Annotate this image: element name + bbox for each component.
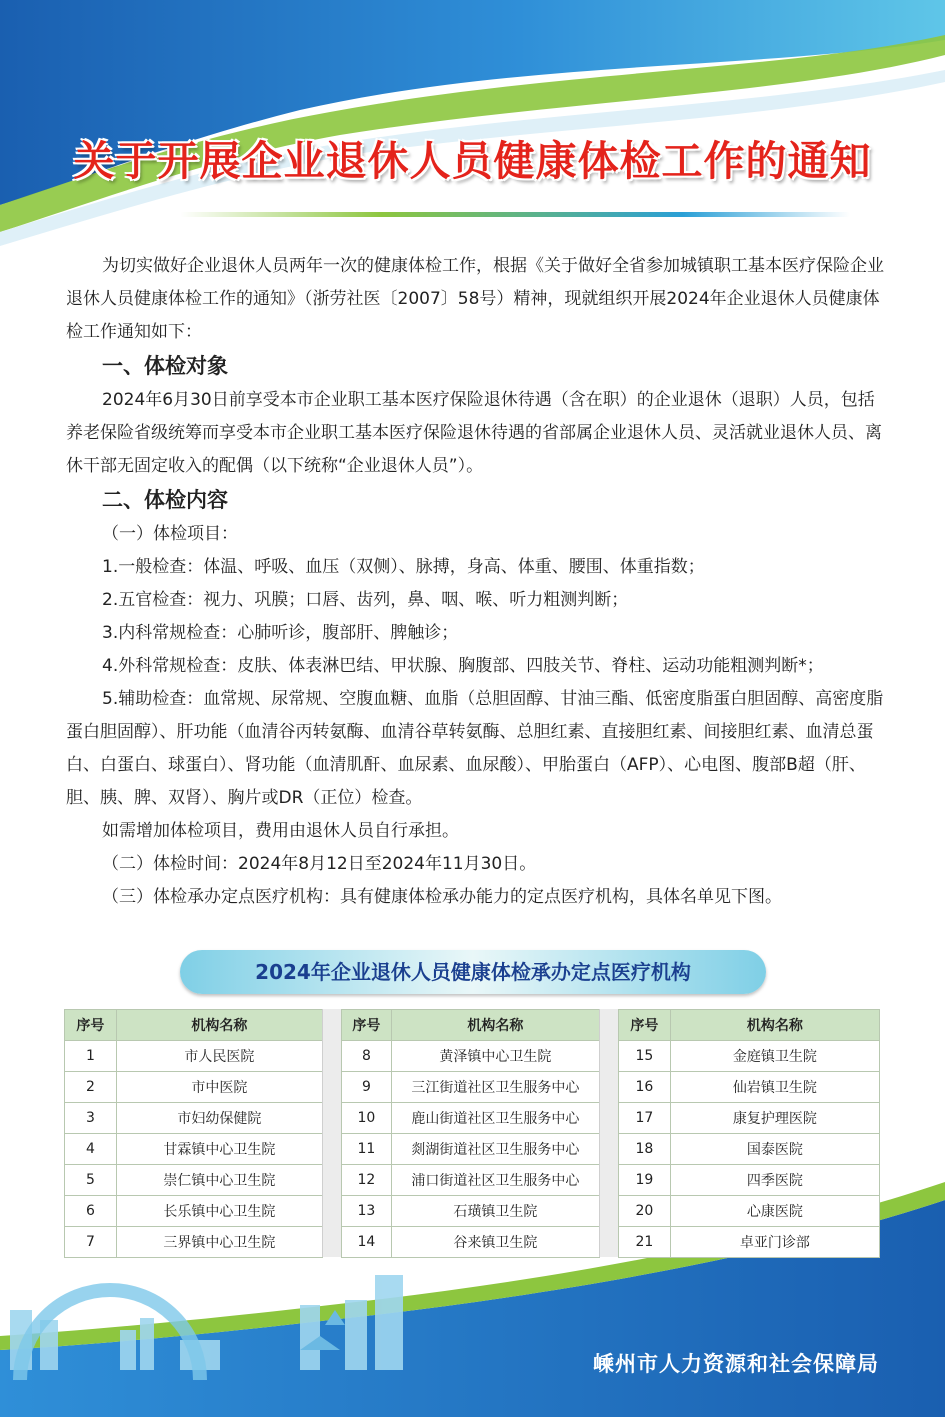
table-row (65, 1103, 323, 1134)
section2-heading: 二、体检内容 (102, 488, 228, 512)
row-number: 16 (619, 1072, 671, 1103)
section2-sub3: （三）体检承办定点医疗机构：具有健康体检承办能力的定点医疗机构，具体名单见下图。 (102, 887, 782, 907)
institution-name: 三界镇中心卫生院 (116, 1227, 322, 1258)
table-row (619, 1134, 880, 1165)
row-number: 10 (342, 1103, 392, 1134)
col-header-name: 机构名称 (670, 1010, 879, 1041)
table-row (619, 1103, 880, 1134)
table-row (65, 1041, 323, 1072)
row-number: 20 (619, 1196, 671, 1227)
row-number: 14 (342, 1227, 392, 1258)
table-row (65, 1165, 323, 1196)
table-row (619, 1196, 880, 1227)
row-number: 13 (342, 1196, 392, 1227)
institution-name: 石璜镇卫生院 (391, 1196, 599, 1227)
institution-name: 崇仁镇中心卫生院 (116, 1165, 322, 1196)
institution-name: 卓亚门诊部 (670, 1227, 879, 1258)
col-header-name: 机构名称 (116, 1010, 322, 1041)
row-number: 5 (65, 1165, 117, 1196)
table-row (342, 1041, 600, 1072)
table-row (342, 1072, 600, 1103)
table-row (619, 1072, 880, 1103)
row-number: 9 (342, 1072, 392, 1103)
row-number: 21 (619, 1227, 671, 1258)
table-row (619, 1041, 880, 1072)
table-row (342, 1134, 600, 1165)
institution-name: 四季医院 (670, 1165, 879, 1196)
table-row (342, 1227, 600, 1258)
institution-name: 浦口街道社区卫生服务中心 (391, 1165, 599, 1196)
check-item: 4.外科常规检查：皮肤、体表淋巴结、甲状腺、胸腹部、四肢关节、脊柱、运动功能粗测判断*； (102, 656, 824, 676)
row-number: 11 (342, 1134, 392, 1165)
row-number: 7 (65, 1227, 117, 1258)
check-item: 1.一般检查：体温、呼吸、血压（双侧）、脉搏，身高、体重、腰围、体重指数； (102, 557, 705, 577)
section1-text: 2024年6月30日前享受本市企业职工基本医疗保险退休待遇（含在职）的企业退休（退职）人员，包括养老保险省级统筹而享受本市企业职工基本医疗保险退休待遇的省部属企业退休人员、灵活就业退休人员、离休干部无固定收入的配偶（以下统称“企业退休人员”）。 (66, 390, 882, 476)
institution-name: 鹿山街道社区卫生服务中心 (391, 1103, 599, 1134)
intro-paragraph: 为切实做好企业退休人员两年一次的健康体检工作，根据《关于做好全省参加城镇职工基本医疗保险企业退休人员健康体检工作的通知》（浙劳社医〔2007〕58号）精神，现就组织开展2024年企业退休人员健康体检工作通知如下： (66, 256, 884, 342)
row-number: 15 (619, 1041, 671, 1072)
institution-name: 市人民医院 (116, 1041, 322, 1072)
table-title: 2024年企业退休人员健康体检承办定点医疗机构 (180, 950, 766, 994)
row-number: 6 (65, 1196, 117, 1227)
row-number: 2 (65, 1072, 117, 1103)
col-header-name: 机构名称 (391, 1010, 599, 1041)
institution-name: 仙岩镇卫生院 (670, 1072, 879, 1103)
table-separator (322, 1009, 342, 1257)
table-row (619, 1227, 880, 1258)
institution-table-group-3 (618, 1009, 880, 1258)
page-title: 关于开展企业退休人员健康体检工作的通知 (73, 137, 872, 185)
table-row (65, 1134, 323, 1165)
institution-table-group-2 (341, 1009, 600, 1258)
col-header-no: 序号 (342, 1010, 392, 1041)
institution-name: 康复护理医院 (670, 1103, 879, 1134)
institution-name: 金庭镇卫生院 (670, 1041, 879, 1072)
table-row (65, 1227, 323, 1258)
row-number: 4 (65, 1134, 117, 1165)
table-separator (599, 1009, 619, 1257)
institution-name: 剡湖街道社区卫生服务中心 (391, 1134, 599, 1165)
col-header-no: 序号 (619, 1010, 671, 1041)
table-row (65, 1072, 323, 1103)
institution-name: 长乐镇中心卫生院 (116, 1196, 322, 1227)
table-row (619, 1165, 880, 1196)
institution-name: 甘霖镇中心卫生院 (116, 1134, 322, 1165)
institution-name: 国泰医院 (670, 1134, 879, 1165)
col-header-no: 序号 (65, 1010, 117, 1041)
row-number: 1 (65, 1041, 117, 1072)
check-item: 3.内科常规检查：心肺听诊，腹部肝、脾触诊； (102, 623, 459, 643)
row-number: 3 (65, 1103, 117, 1134)
notice-body (66, 250, 884, 914)
table-row (342, 1196, 600, 1227)
table-row (65, 1196, 323, 1227)
check-item: 2.五官检查：视力、巩膜；口唇、齿列，鼻、咽、喉、听力粗测判断； (102, 590, 629, 610)
check-item: 5.辅助检查：血常规、尿常规、空腹血糖、血脂（总胆固醇、甘油三酯、低密度脂蛋白胆固醇、高密度脂蛋白胆固醇）、肝功能（血清谷丙转氨酶、血清谷草转氨酶、总胆红素、直接胆红素、间接胆红素、血清总蛋白、白蛋白、球蛋白）、肾功能（血清肌酐、血尿素、血尿酸）、甲胎蛋白（AFP）、心电图、腹部B超（肝、胆、胰、脾、双肾）、胸片或DR（正位）检查。 (66, 689, 884, 808)
row-number: 18 (619, 1134, 671, 1165)
extra-note: 如需增加体检项目，费用由退休人员自行承担。 (102, 821, 459, 841)
row-number: 19 (619, 1165, 671, 1196)
section1-heading: 一、体检对象 (102, 354, 228, 378)
institution-name: 心康医院 (670, 1196, 879, 1227)
issuer-name: 嵊州市人力资源和社会保障局 (593, 1352, 879, 1376)
row-number: 8 (342, 1041, 392, 1072)
institution-name: 市妇幼保健院 (116, 1103, 322, 1134)
table-row (342, 1103, 600, 1134)
institution-name: 黄泽镇中心卫生院 (391, 1041, 599, 1072)
row-number: 17 (619, 1103, 671, 1134)
title-underline (180, 212, 850, 217)
section2-sub2: （二）体检时间：2024年8月12日至2024年11月30日。 (102, 854, 537, 874)
row-number: 12 (342, 1165, 392, 1196)
institution-name: 市中医院 (116, 1072, 322, 1103)
institution-name: 三江街道社区卫生服务中心 (391, 1072, 599, 1103)
section2-sub1: （一）体检项目： (102, 524, 238, 544)
institution-table-group-1 (64, 1009, 323, 1258)
institution-name: 谷来镇卫生院 (391, 1227, 599, 1258)
table-row (342, 1165, 600, 1196)
